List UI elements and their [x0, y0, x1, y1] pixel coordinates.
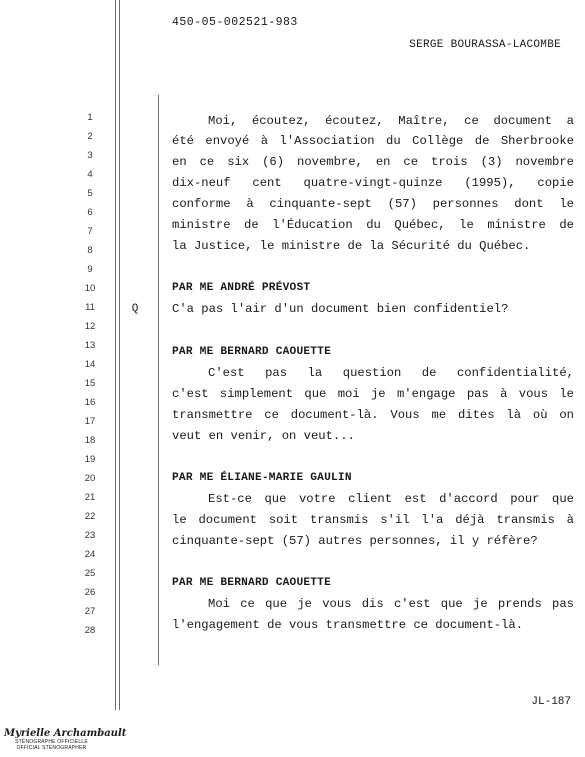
line-number: 16 [84, 397, 96, 408]
line-number: 21 [84, 492, 96, 503]
stenographer-name: Myrielle Archambault [4, 728, 127, 739]
line-number: 13 [84, 340, 96, 351]
line-number: 4 [87, 169, 93, 180]
line-number: 28 [84, 625, 96, 636]
witness-name: SERGE BOURASSA-LACOMBE [409, 39, 561, 51]
line-number: 12 [84, 321, 96, 332]
line-number: 3 [87, 150, 93, 161]
line-number: 8 [87, 245, 93, 256]
line-number: 5 [87, 188, 93, 199]
speaker-heading: PAR ME BERNARD CAOUETTE [172, 346, 332, 358]
transcript-line: la Justice, le ministre de la Sécurité du Québec. [172, 239, 531, 253]
transcript-line: été envoyé à l'Association du Collège de Sherbrooke [172, 134, 574, 148]
stenographer-title-fr: STÉNOGRAPHE OFFICIELLE [15, 739, 88, 745]
document-number: 450-05-002521-983 [172, 16, 298, 29]
transcript-line: veut en venir, on veut... [172, 429, 355, 443]
line-number: 20 [84, 473, 96, 484]
line-number: 26 [84, 587, 96, 598]
transcript-line: Est-ce que votre client est d'accord pour que [208, 492, 574, 506]
stenographer-stamp [4, 728, 127, 751]
question-marker: Q [131, 303, 139, 315]
transcript-line: conforme à cinquante-sept (57) personnes dont le [172, 197, 574, 211]
transcript-line: C'est pas la question de confidentialité, [208, 366, 574, 380]
page-code: JL-187 [531, 696, 571, 708]
line-number: 7 [87, 226, 93, 237]
line-number: 10 [84, 283, 96, 294]
speaker-heading: PAR ME ANDRÉ PRÉVOST [172, 282, 311, 294]
line-number: 1 [87, 112, 93, 123]
line-number: 2 [87, 131, 93, 142]
line-number: 19 [84, 454, 96, 465]
transcript-line: ministre de l'Éducation du Québec, le ministre de [172, 218, 574, 232]
transcript-line: l'engagement de vous transmettre ce document-là. [172, 618, 524, 632]
line-number: 18 [84, 435, 96, 446]
margin-rule-text [158, 95, 159, 665]
line-number: 22 [84, 511, 96, 522]
stenographer-title-en: OFFICIAL STENOGRAPHER [16, 745, 87, 751]
line-number: 17 [84, 416, 96, 427]
line-number: 23 [84, 530, 96, 541]
line-number: 15 [84, 378, 96, 389]
transcript-line: le document soit transmis s'il l'a déjà transmis à [172, 513, 574, 527]
line-number: 27 [84, 606, 96, 617]
transcript-line: C'a pas l'air d'un document bien confidentiel? [172, 302, 509, 316]
transcript-line: en ce six (6) novembre, en ce trois (3) novembre [172, 155, 574, 169]
transcript-line: Moi, écoutez, écoutez, Maître, ce document a [208, 114, 574, 128]
line-number: 9 [87, 264, 93, 275]
transcript-line: Moi ce que je vous dis c'est que je prends pas [208, 597, 574, 611]
line-number: 24 [84, 549, 96, 560]
speaker-heading: PAR ME ÉLIANE-MARIE GAULIN [172, 472, 352, 484]
margin-rule-left-outer [115, 0, 116, 710]
transcript-line: transmettre ce document-là. Vous me dites là où on [172, 408, 574, 422]
line-number: 14 [84, 359, 96, 370]
line-number: 6 [87, 207, 93, 218]
line-number: 25 [84, 568, 96, 579]
transcript-line: cinquante-sept (57) autres personnes, il y réfère? [172, 534, 538, 548]
line-number: 11 [85, 302, 95, 313]
transcript-line: dix-neuf cent quatre-vingt-quinze (1995), copie [172, 176, 574, 190]
speaker-heading: PAR ME BERNARD CAOUETTE [172, 577, 332, 589]
transcript-line: c'est simplement que moi je m'engage pas à vous le [172, 387, 574, 401]
margin-rule-left-inner [119, 0, 120, 710]
